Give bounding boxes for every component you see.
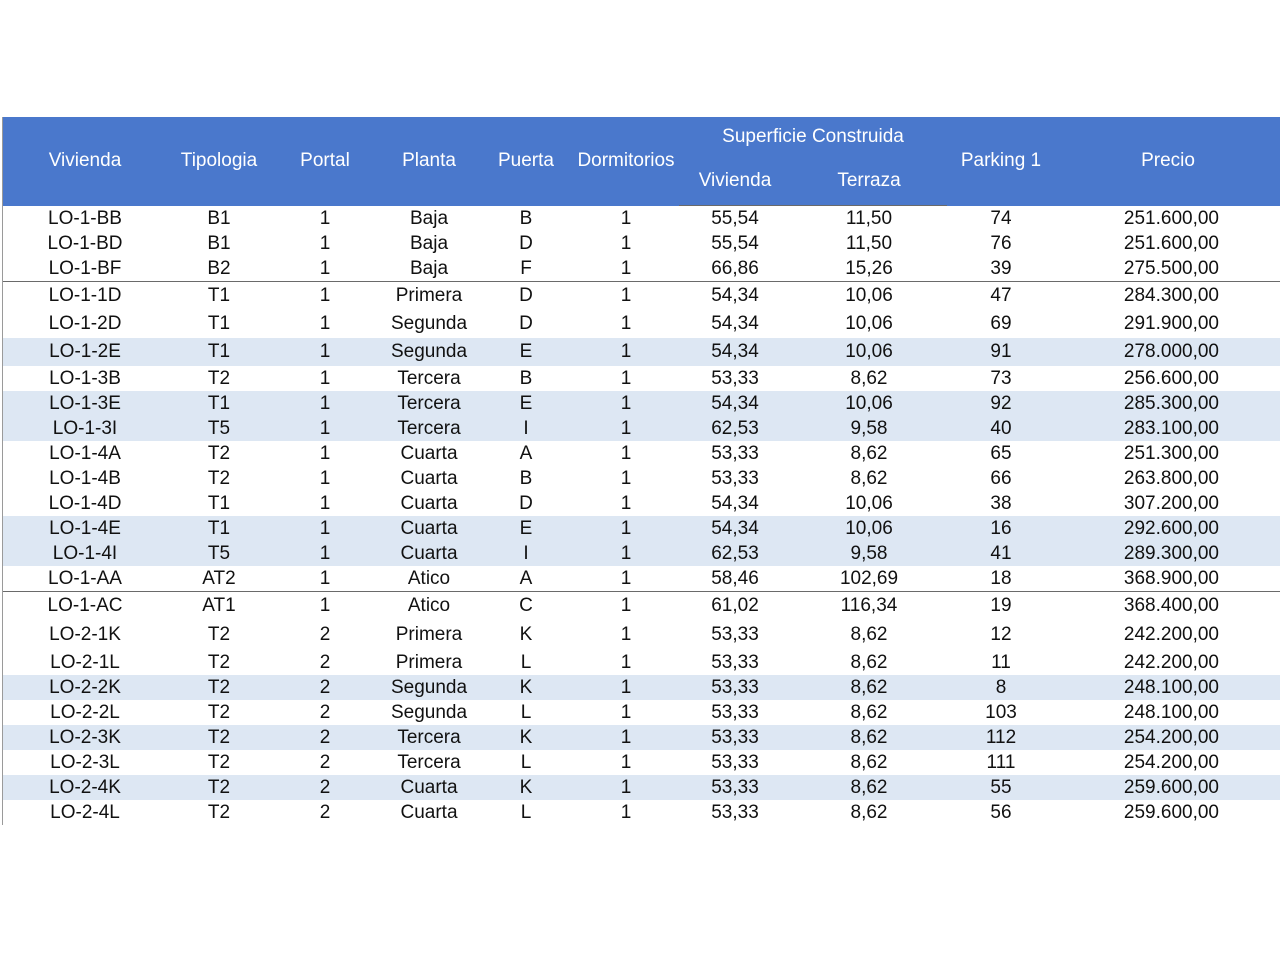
cell-portal: 2 — [271, 725, 379, 750]
cell-parking: 39 — [990, 258, 1012, 279]
cell-vivienda: LO-2-3L — [50, 752, 120, 773]
cell-sup-vivienda: 66,86 — [711, 258, 759, 279]
cell-vivienda: LO-1-4D — [48, 493, 122, 514]
cell-vivienda: LO-1-3I — [3, 416, 167, 441]
cell-tipologia: T1 — [167, 516, 271, 541]
cell-puerta: E — [479, 391, 573, 416]
table-row — [3, 231, 1280, 256]
header-precio: Precio — [1055, 117, 1280, 206]
cell-sup-vivienda: 54,34 — [679, 516, 791, 541]
cell-precio: 278.000,00 — [1055, 338, 1280, 366]
header-puerta: Puerta — [479, 117, 573, 206]
cell-precio: 256.600,00 — [1123, 368, 1219, 389]
cell-planta: Atico — [379, 592, 479, 621]
table-row — [3, 650, 1280, 675]
cell-precio: 259.600,00 — [1055, 775, 1280, 800]
cell-precio: 242.200,00 — [1123, 624, 1219, 645]
cell-terraza: 116,34 — [791, 592, 947, 621]
cell-tipologia: B1 — [207, 207, 231, 229]
cell-dormitorios: 1 — [620, 493, 632, 514]
cell-vivienda: LO-1-4B — [49, 468, 121, 489]
cell-terraza: 10,06 — [791, 516, 947, 541]
cell-terraza: 8,62 — [850, 624, 888, 645]
cell-tipologia: T5 — [167, 416, 271, 441]
cell-dormitorios: 1 — [620, 752, 632, 773]
cell-planta: Baja — [409, 233, 449, 254]
cell-parking: 11 — [991, 652, 1011, 673]
cell-vivienda: LO-1-BF — [48, 258, 122, 279]
cell-terraza: 15,26 — [845, 258, 893, 279]
cell-vivienda: LO-2-4K — [3, 775, 167, 800]
cell-precio: 251.300,00 — [1123, 443, 1219, 464]
cell-vivienda: LO-2-1K — [49, 624, 121, 645]
cell-planta: Segunda — [390, 313, 468, 334]
table-row — [3, 516, 1280, 541]
cell-parking: 111 — [986, 752, 1016, 773]
cell-vivienda: LO-1-AA — [48, 568, 122, 589]
cell-puerta: I — [479, 416, 573, 441]
cell-parking: 76 — [990, 233, 1012, 254]
cell-precio: 285.300,00 — [1055, 391, 1280, 416]
cell-puerta: L — [520, 652, 532, 673]
cell-dormitorios: 1 — [573, 675, 679, 700]
cell-portal: 1 — [319, 233, 331, 254]
cell-tipologia: T1 — [207, 493, 231, 514]
cell-tipologia: T2 — [167, 775, 271, 800]
cell-precio: 368.900,00 — [1123, 568, 1219, 589]
cell-tipologia: T2 — [167, 725, 271, 750]
cell-portal: 1 — [319, 368, 331, 389]
cell-puerta: L — [520, 752, 532, 773]
cell-planta: Cuarta — [379, 516, 479, 541]
cell-parking: 40 — [947, 416, 1055, 441]
cell-dormitorios: 1 — [573, 516, 679, 541]
cell-precio: 291.900,00 — [1123, 313, 1219, 334]
cell-planta: Cuarta — [400, 493, 458, 514]
cell-tipologia: T5 — [167, 541, 271, 566]
cell-terraza: 9,58 — [791, 416, 947, 441]
cell-planta: Tercera — [379, 391, 479, 416]
cell-terraza: 8,62 — [850, 468, 888, 489]
cell-parking: 41 — [947, 541, 1055, 566]
cell-puerta: L — [520, 702, 532, 723]
cell-tipologia: B1 — [207, 233, 231, 254]
cell-dormitorios: 1 — [620, 624, 632, 645]
cell-precio: 251.600,00 — [1123, 207, 1219, 229]
cell-puerta: D — [519, 493, 533, 514]
cell-portal: 1 — [271, 516, 379, 541]
cell-sup-vivienda: 55,54 — [711, 208, 759, 229]
table-row — [3, 206, 1280, 232]
cell-portal: 2 — [319, 652, 331, 673]
cell-vivienda: LO-1-BD — [47, 233, 123, 254]
cell-precio: 368.400,00 — [1055, 592, 1280, 621]
cell-sup-vivienda: 53,33 — [711, 702, 759, 723]
header-superficie-construida: Superficie Construida — [679, 117, 947, 157]
cell-precio: 242.200,00 — [1123, 652, 1219, 673]
price-table — [3, 117, 1280, 825]
cell-precio: 259.600,00 — [1123, 802, 1219, 823]
cell-tipologia: T1 — [167, 282, 271, 311]
cell-terraza: 8,62 — [791, 725, 947, 750]
cell-parking: 103 — [985, 702, 1017, 723]
cell-terraza: 8,62 — [850, 443, 888, 464]
cell-puerta: F — [520, 258, 532, 279]
cell-puerta: K — [479, 675, 573, 700]
cell-portal: 1 — [319, 313, 331, 334]
cell-dormitorios: 1 — [620, 258, 632, 279]
cell-dormitorios: 1 — [620, 802, 632, 823]
cell-planta: Cuarta — [400, 443, 458, 464]
table-body — [3, 206, 1280, 826]
cell-sup-vivienda: 62,53 — [679, 416, 791, 441]
cell-parking: 73 — [990, 368, 1012, 389]
cell-vivienda: LO-2-2K — [3, 675, 167, 700]
cell-planta: Segunda — [379, 338, 479, 366]
table-row — [3, 466, 1280, 491]
cell-portal: 1 — [271, 416, 379, 441]
header-sup-terraza: Terraza — [791, 157, 947, 206]
cell-precio: 248.100,00 — [1123, 702, 1219, 723]
cell-portal: 2 — [319, 752, 331, 773]
table-row — [3, 491, 1280, 516]
header-sup-vivienda: Vivienda — [679, 157, 791, 206]
cell-puerta: C — [479, 592, 573, 621]
cell-portal: 1 — [271, 391, 379, 416]
header-parking: Parking 1 — [947, 117, 1055, 206]
cell-portal: 1 — [319, 443, 331, 464]
cell-portal: 1 — [319, 258, 331, 279]
table-row — [3, 675, 1280, 700]
cell-tipologia: T2 — [207, 652, 231, 673]
cell-terraza: 10,06 — [791, 338, 947, 366]
table-row — [3, 391, 1280, 416]
cell-precio: 275.500,00 — [1123, 258, 1219, 279]
cell-sup-vivienda: 54,34 — [679, 338, 791, 366]
cell-puerta: K — [519, 624, 533, 645]
table-row — [3, 282, 1280, 311]
cell-puerta: I — [479, 541, 573, 566]
cell-planta: Atico — [407, 568, 451, 589]
cell-dormitorios: 1 — [573, 592, 679, 621]
cell-dormitorios: 1 — [620, 368, 632, 389]
cell-tipologia: T2 — [207, 802, 231, 823]
cell-vivienda: LO-2-1L — [50, 652, 120, 673]
cell-parking: 8 — [947, 675, 1055, 700]
cell-sup-vivienda: 53,33 — [711, 752, 759, 773]
cell-sup-vivienda: 53,33 — [711, 624, 759, 645]
cell-puerta: A — [519, 443, 533, 464]
cell-planta: Tercera — [379, 725, 479, 750]
cell-precio: 254.200,00 — [1055, 725, 1280, 750]
cell-tipologia: T2 — [207, 702, 231, 723]
cell-sup-vivienda: 54,34 — [679, 391, 791, 416]
cell-parking: 16 — [947, 516, 1055, 541]
cell-tipologia: T2 — [207, 468, 231, 489]
cell-planta: Cuarta — [379, 541, 479, 566]
cell-planta: Baja — [409, 207, 449, 229]
cell-portal: 2 — [271, 775, 379, 800]
cell-dormitorios: 1 — [573, 541, 679, 566]
table-row — [3, 725, 1280, 750]
table-row — [3, 541, 1280, 566]
cell-vivienda: LO-1-3E — [3, 391, 167, 416]
cell-terraza: 102,69 — [839, 568, 899, 589]
table-row — [3, 416, 1280, 441]
cell-vivienda: LO-2-2L — [50, 702, 120, 723]
table-row — [3, 800, 1280, 825]
cell-portal: 1 — [271, 338, 379, 366]
cell-terraza: 8,62 — [850, 652, 888, 673]
header-dormitorios: Dormitorios — [573, 117, 679, 206]
cell-dormitorios: 1 — [620, 443, 632, 464]
cell-puerta: A — [519, 568, 533, 589]
table-row — [3, 592, 1280, 621]
table-header — [3, 117, 1280, 206]
cell-parking: 38 — [990, 493, 1012, 514]
cell-terraza: 10,06 — [845, 313, 893, 334]
cell-dormitorios: 1 — [573, 282, 679, 311]
cell-sup-vivienda: 53,33 — [711, 368, 759, 389]
cell-planta: Primera — [395, 652, 463, 673]
cell-puerta: E — [479, 338, 573, 366]
cell-tipologia: AT1 — [167, 592, 271, 621]
table-row — [3, 441, 1280, 466]
cell-dormitorios: 1 — [620, 702, 632, 723]
cell-terraza: 11,50 — [845, 233, 893, 254]
cell-planta: Cuarta — [400, 468, 458, 489]
cell-parking: 56 — [990, 802, 1012, 823]
cell-portal: 1 — [319, 468, 331, 489]
cell-precio: 283.100,00 — [1055, 416, 1280, 441]
cell-planta: Cuarta — [400, 802, 458, 823]
cell-puerta: B — [519, 468, 533, 489]
cell-planta: Tercera — [397, 368, 461, 389]
header-portal: Portal — [271, 117, 379, 206]
cell-vivienda: LO-1-4E — [3, 516, 167, 541]
cell-precio: 284.300,00 — [1055, 282, 1280, 311]
cell-dormitorios: 1 — [620, 207, 632, 229]
cell-parking: 47 — [947, 282, 1055, 311]
cell-sup-vivienda: 54,34 — [711, 493, 759, 514]
table-row — [3, 256, 1280, 282]
table-row — [3, 310, 1280, 338]
cell-vivienda: LO-1-2E — [3, 338, 167, 366]
cell-tipologia: T2 — [207, 624, 231, 645]
cell-dormitorios: 1 — [620, 233, 632, 254]
cell-terraza: 10,06 — [791, 282, 947, 311]
cell-vivienda: LO-2-3K — [3, 725, 167, 750]
cell-planta: Baja — [409, 258, 449, 279]
cell-terraza: 8,62 — [791, 775, 947, 800]
cell-portal: 2 — [319, 802, 331, 823]
cell-parking: 18 — [990, 568, 1012, 589]
cell-portal: 2 — [271, 675, 379, 700]
cell-sup-vivienda: 58,46 — [711, 568, 759, 589]
table-row — [3, 366, 1280, 391]
cell-terraza: 8,62 — [850, 802, 888, 823]
cell-planta: Tercera — [379, 416, 479, 441]
cell-vivienda: LO-1-3B — [49, 368, 121, 389]
cell-tipologia: T1 — [207, 313, 231, 334]
cell-sup-vivienda: 55,54 — [711, 233, 759, 254]
cell-puerta: D — [479, 282, 573, 311]
header-planta: Planta — [379, 117, 479, 206]
cell-terraza: 10,06 — [845, 493, 893, 514]
cell-puerta: B — [519, 207, 533, 229]
cell-puerta: B — [519, 368, 533, 389]
header-tipologia: Tipologia — [167, 117, 271, 206]
table-row — [3, 700, 1280, 725]
cell-terraza: 11,50 — [845, 208, 893, 229]
cell-sup-vivienda: 54,34 — [711, 313, 759, 334]
table-row — [3, 566, 1280, 592]
cell-planta: Tercera — [397, 752, 461, 773]
cell-parking: 19 — [947, 592, 1055, 621]
cell-dormitorios: 1 — [620, 568, 632, 589]
cell-dormitorios: 1 — [573, 338, 679, 366]
cell-vivienda: LO-1-AC — [3, 592, 167, 621]
cell-vivienda: LO-1-4A — [49, 443, 121, 464]
cell-sup-vivienda: 53,33 — [679, 675, 791, 700]
cell-precio: 307.200,00 — [1123, 493, 1219, 514]
cell-dormitorios: 1 — [573, 775, 679, 800]
cell-vivienda: LO-1-1D — [3, 282, 167, 311]
cell-sup-vivienda: 53,33 — [711, 802, 759, 823]
cell-tipologia: B2 — [207, 258, 231, 279]
cell-parking: 55 — [947, 775, 1055, 800]
cell-puerta: K — [479, 775, 573, 800]
cell-planta: Cuarta — [379, 775, 479, 800]
cell-dormitorios: 1 — [573, 416, 679, 441]
cell-dormitorios: 1 — [620, 652, 632, 673]
cell-precio: 248.100,00 — [1055, 675, 1280, 700]
cell-vivienda: LO-2-4L — [50, 802, 120, 823]
cell-terraza: 8,62 — [850, 368, 888, 389]
table-row — [3, 338, 1280, 366]
cell-planta: Primera — [395, 624, 463, 645]
cell-precio: 292.600,00 — [1055, 516, 1280, 541]
cell-vivienda: LO-1-2D — [48, 313, 122, 334]
cell-sup-vivienda: 53,33 — [711, 468, 759, 489]
cell-dormitorios: 1 — [620, 468, 632, 489]
cell-tipologia: T2 — [207, 752, 231, 773]
cell-terraza: 10,06 — [791, 391, 947, 416]
cell-sup-vivienda: 53,33 — [679, 775, 791, 800]
cell-precio: 263.800,00 — [1123, 468, 1219, 489]
cell-parking: 12 — [990, 624, 1012, 645]
cell-terraza: 8,62 — [791, 675, 947, 700]
cell-portal: 2 — [319, 702, 331, 723]
cell-sup-vivienda: 53,33 — [711, 443, 759, 464]
cell-tipologia: T1 — [167, 391, 271, 416]
cell-precio: 254.200,00 — [1123, 752, 1219, 773]
cell-portal: 2 — [319, 624, 331, 645]
cell-dormitorios: 1 — [573, 725, 679, 750]
header-vivienda: Vivienda — [3, 117, 167, 206]
cell-tipologia: T2 — [167, 675, 271, 700]
cell-tipologia: AT2 — [202, 568, 236, 589]
cell-sup-vivienda: 54,34 — [679, 282, 791, 311]
cell-parking: 92 — [947, 391, 1055, 416]
price-table-container — [2, 117, 1280, 825]
cell-parking: 91 — [947, 338, 1055, 366]
table-row — [3, 750, 1280, 775]
cell-sup-vivienda: 62,53 — [679, 541, 791, 566]
cell-portal: 1 — [271, 592, 379, 621]
cell-dormitorios: 1 — [620, 313, 632, 334]
cell-portal: 1 — [271, 282, 379, 311]
cell-portal: 1 — [319, 493, 331, 514]
cell-tipologia: T2 — [207, 368, 231, 389]
cell-terraza: 8,62 — [850, 752, 888, 773]
cell-puerta: D — [519, 233, 533, 254]
cell-puerta: L — [520, 802, 532, 823]
cell-planta: Primera — [379, 282, 479, 311]
cell-parking: 66 — [990, 468, 1012, 489]
cell-parking: 74 — [990, 207, 1012, 229]
table-row — [3, 775, 1280, 800]
cell-parking: 112 — [947, 725, 1055, 750]
cell-parking: 65 — [990, 443, 1012, 464]
cell-tipologia: T1 — [167, 338, 271, 366]
cell-sup-vivienda: 61,02 — [679, 592, 791, 621]
cell-portal: 1 — [319, 207, 331, 229]
cell-portal: 1 — [271, 541, 379, 566]
cell-tipologia: T2 — [207, 443, 231, 464]
cell-precio: 251.600,00 — [1123, 233, 1219, 254]
cell-terraza: 9,58 — [791, 541, 947, 566]
cell-vivienda: LO-1-BB — [48, 207, 122, 229]
cell-precio: 289.300,00 — [1055, 541, 1280, 566]
cell-terraza: 8,62 — [850, 702, 888, 723]
cell-puerta: D — [519, 313, 533, 334]
cell-planta: Segunda — [379, 675, 479, 700]
cell-dormitorios: 1 — [573, 391, 679, 416]
table-row — [3, 620, 1280, 650]
cell-planta: Segunda — [390, 702, 468, 723]
cell-portal: 1 — [319, 568, 331, 589]
cell-sup-vivienda: 53,33 — [679, 725, 791, 750]
cell-sup-vivienda: 53,33 — [711, 652, 759, 673]
cell-puerta: K — [479, 725, 573, 750]
cell-parking: 69 — [990, 313, 1012, 334]
cell-vivienda: LO-1-4I — [3, 541, 167, 566]
cell-puerta: E — [479, 516, 573, 541]
